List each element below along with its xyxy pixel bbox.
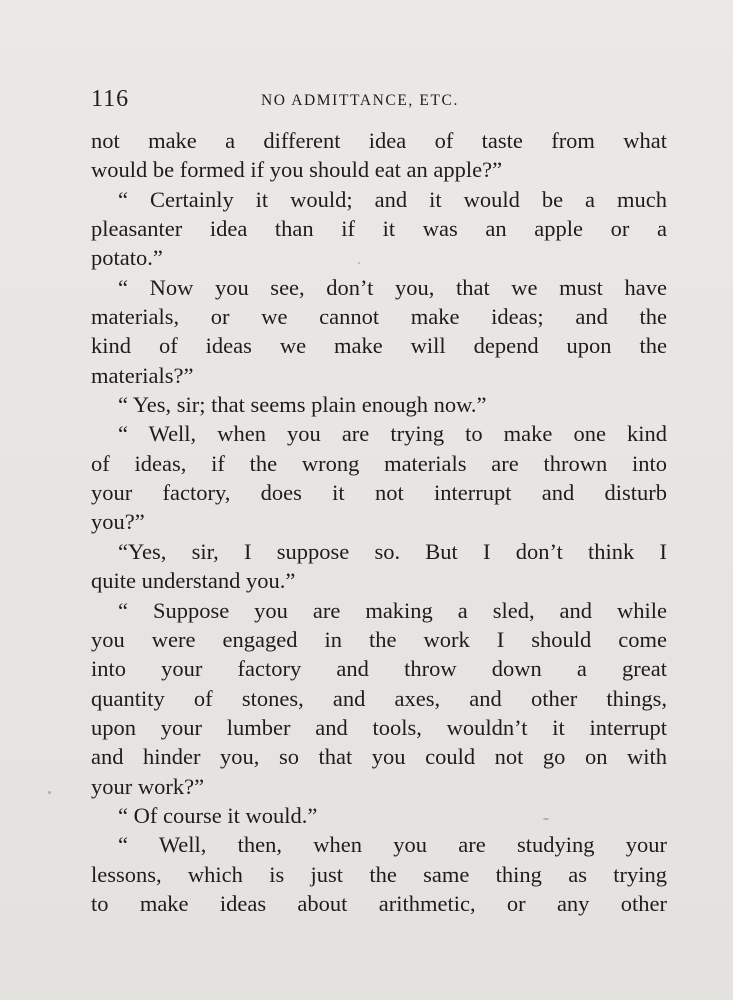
page-number: 116: [91, 86, 130, 112]
running-title: NO ADMITTANCE, ETC.: [261, 92, 459, 109]
text-line: you?”: [91, 509, 145, 535]
text-line: potato.”: [91, 245, 163, 271]
text-line: and hinder you, so that you could not go on with: [91, 744, 667, 770]
text-line: pleasanter idea than if it was an apple or a: [91, 216, 667, 242]
running-head: [91, 86, 666, 116]
text-line: your factory, does it not interrupt and disturb: [91, 480, 667, 506]
text-line: “ Well, then, when you are studying your: [118, 832, 667, 858]
text-line: “ Of course it would.”: [118, 802, 318, 828]
text-line: into your factory and throw down a great: [91, 656, 667, 682]
text-line: quite understand you.”: [91, 568, 296, 594]
text-line: “Yes, sir, I suppose so. But I don’t think I: [118, 538, 667, 564]
paper-speck: [358, 262, 360, 264]
text-line: upon your lumber and tools, wouldn’t it interrupt: [91, 714, 667, 740]
text-line: lessons, which is just the same thing as trying: [91, 861, 667, 887]
text-line: materials, or we cannot make ideas; and the: [91, 304, 667, 330]
text-line: your work?”: [91, 773, 205, 799]
body-text: [91, 126, 667, 918]
text-line: quantity of stones, and axes, and other things,: [91, 685, 667, 711]
text-line: “ Yes, sir; that seems plain enough now.”: [118, 392, 487, 418]
paper-speck: [48, 791, 51, 794]
text-line: kind of ideas we make will depend upon the: [91, 333, 667, 359]
text-line: to make ideas about arithmetic, or any other: [91, 890, 667, 916]
text-line: would be formed if you should eat an apple?”: [91, 157, 503, 183]
text-line: “ Now you see, don’t you, that we must have: [118, 274, 667, 300]
text-line: of ideas, if the wrong materials are thrown into: [91, 450, 667, 476]
text-line: “ Suppose you are making a sled, and while: [118, 597, 667, 623]
text-line: “ Certainly it would; and it would be a much: [118, 186, 667, 212]
paper-speck: [543, 818, 549, 820]
text-line: materials?”: [91, 362, 194, 388]
text-line: “ Well, when you are trying to make one kind: [118, 421, 667, 447]
text-line: you were engaged in the work I should come: [91, 626, 667, 652]
text-line: not make a different idea of taste from what: [91, 128, 667, 153]
